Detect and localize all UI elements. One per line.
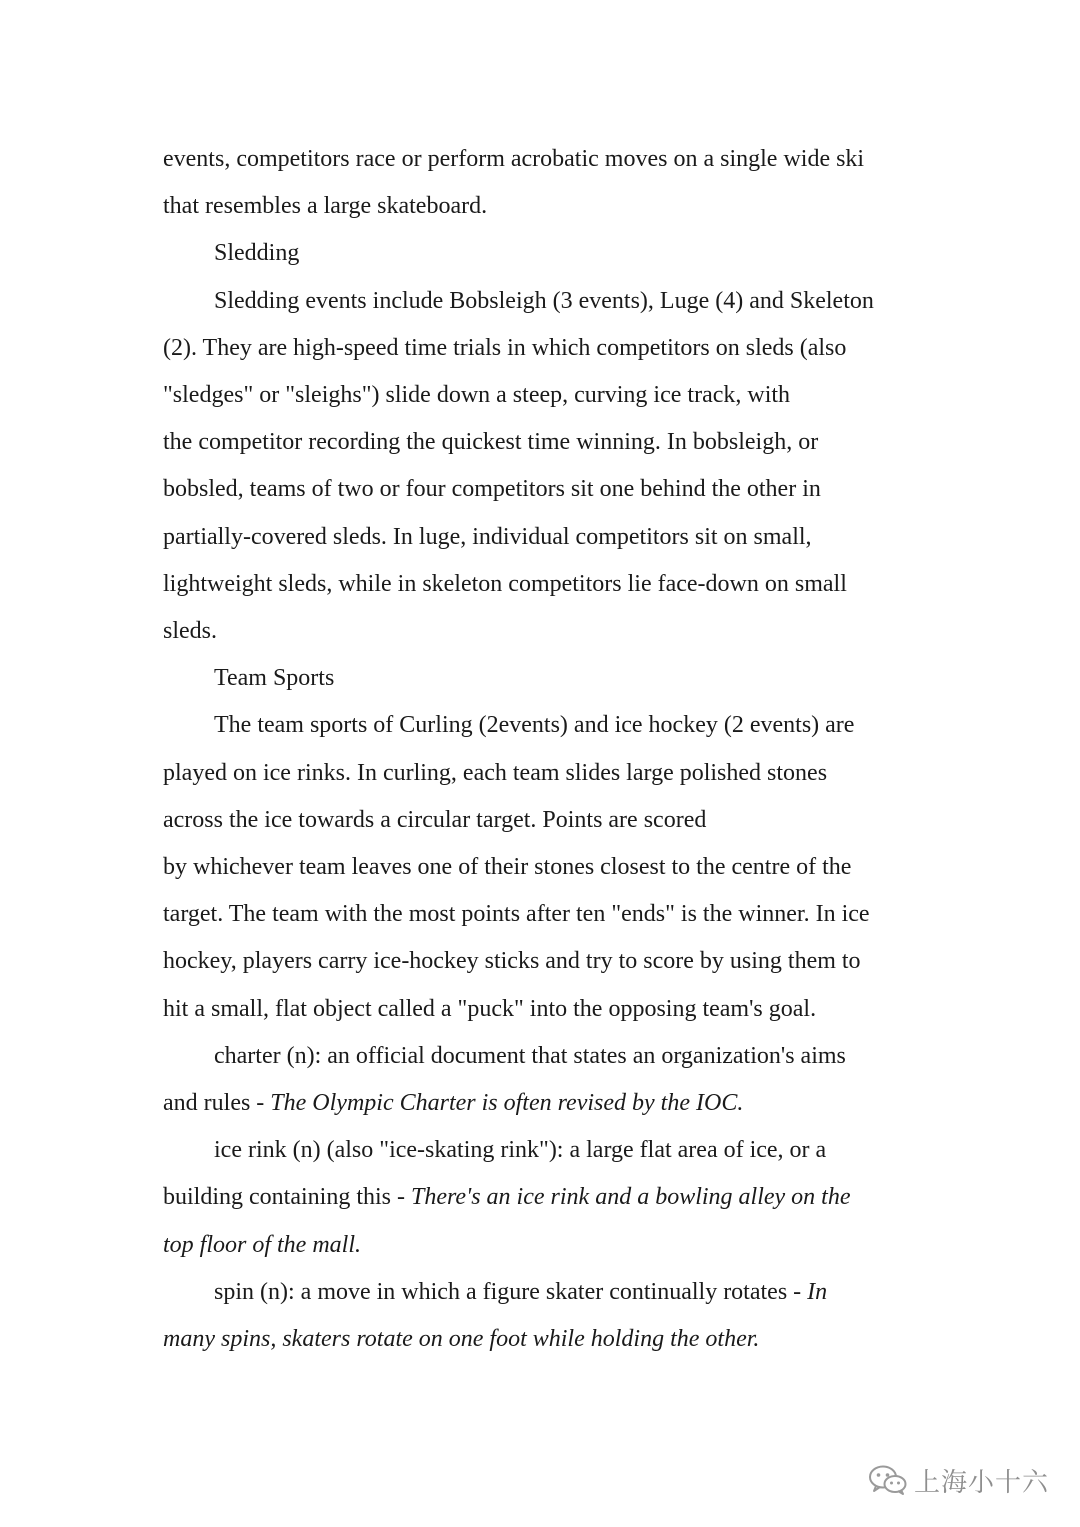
wechat-icon xyxy=(868,1464,908,1496)
glossary-spin-example-end: many spins, skaters rotate on one foot while holding the other. xyxy=(163,1326,760,1353)
body-line: played on ice rinks. In curling, each team slides large polished stones xyxy=(163,759,828,786)
glossary-charter-definition-end: and rules - xyxy=(163,1090,271,1117)
body-line: partially-covered sleds. In luge, individual competitors sit on small, xyxy=(163,523,812,550)
body-line: events, competitors race or perform acrobatic moves on a single wide ski xyxy=(163,146,865,172)
glossary-ice-rink-example-end: top floor of the mall. xyxy=(163,1231,361,1258)
glossary-ice-rink-example: There's an ice rink and a bowling alley on the xyxy=(410,1184,851,1211)
body-line: by whichever team leaves one of their stones closest to the centre of the xyxy=(163,854,852,881)
section-heading-sledding: Sledding xyxy=(214,240,300,267)
body-line: Sledding events include Bobsleigh (3 events), Luge (4) and Skeleton xyxy=(214,287,874,314)
body-line: that resembles a large skateboard. xyxy=(163,193,488,220)
section-heading-team-sports: Team Sports xyxy=(214,665,335,692)
body-line: (2). They are high-speed time trials in which competitors on sleds (also xyxy=(163,334,847,361)
glossary-spin-example: In xyxy=(807,1278,828,1305)
body-line: the competitor recording the quickest time winning. In bobsleigh, or xyxy=(163,429,819,456)
body-line: The team sports of Curling (2events) and ice hockey (2 events) are xyxy=(214,712,855,739)
body-line: sleds. xyxy=(163,618,217,645)
glossary-ice-rink-line xyxy=(163,1174,923,1221)
body-line: bobsled, teams of two or four competitors sit one behind the other in xyxy=(163,476,821,503)
watermark-text: 上海小十六 xyxy=(914,1467,1050,1498)
glossary-charter-definition: charter (n): an official document that states an organization's aims xyxy=(214,1042,846,1069)
body-line: hockey, players carry ice-hockey sticks and try to score by using them to xyxy=(163,948,861,975)
body-line: across the ice towards a circular target. Points are scored xyxy=(163,806,707,833)
glossary-spin-definition: spin (n): a move in which a figure skater continually rotates - xyxy=(214,1278,808,1305)
body-line: hit a small, flat object called a "puck" into the opposing team's goal. xyxy=(163,995,817,1022)
body-line: lightweight sleds, while in skeleton competitors lie face-down on small xyxy=(163,570,847,597)
glossary-charter-example: The Olympic Charter is often revised by the IOC. xyxy=(270,1090,744,1117)
glossary-spin-line xyxy=(163,1269,923,1316)
glossary-ice-rink-definition-end: building containing this - xyxy=(163,1184,411,1211)
watermark xyxy=(868,1460,1049,1500)
body-line: target. The team with the most points after ten "ends" is the winner. In ice xyxy=(163,901,870,928)
glossary-charter-line xyxy=(163,1080,923,1127)
body-line: "sledges" or "sleighs") slide down a steep, curving ice track, with xyxy=(163,382,791,409)
glossary-ice-rink-definition: ice rink (n) (also "ice-skating rink"): a large flat area of ice, or a xyxy=(214,1137,827,1164)
document-body xyxy=(163,136,923,1363)
